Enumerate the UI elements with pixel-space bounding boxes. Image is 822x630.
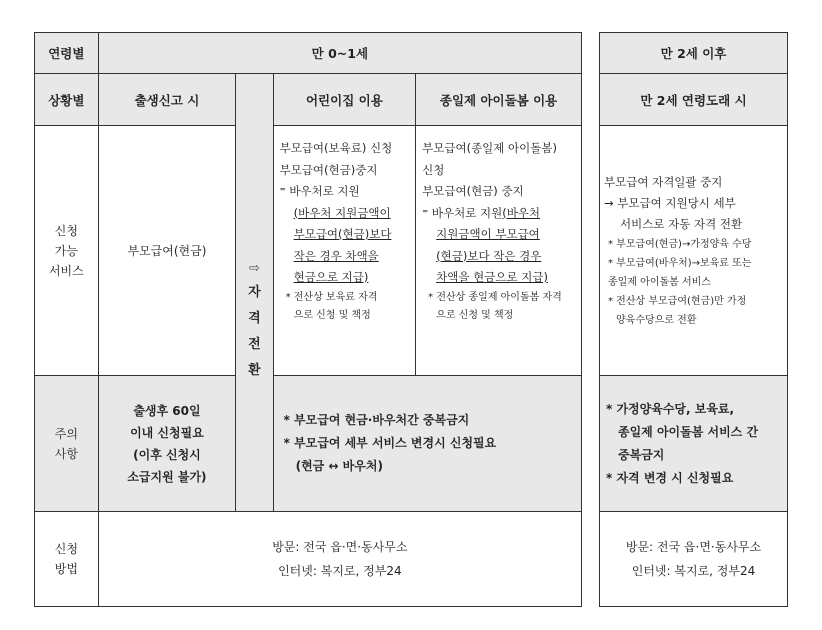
transition-char: 전 (248, 337, 261, 352)
header-daycare: 어린이집 이용 (273, 74, 416, 126)
arrow-right-icon: ⇨ (248, 261, 260, 276)
transition-cell (236, 74, 273, 512)
caution-birth: 출생후 60일 이내 신청필요 (이후 신청시 소급지원 불가) (98, 376, 236, 512)
header-age-2-plus: 만 2세 이후 (600, 33, 788, 74)
header-age2-reached: 만 2세 연령도래 시 (600, 74, 788, 126)
header-age-0-1: 만 0~1세 (98, 33, 581, 74)
service-birth-cash: 부모급여(현금) (98, 126, 236, 376)
transition-char: 환 (248, 363, 261, 378)
service-age2: 부모급여 자격일괄 중지 → 부모급여 지원당시 세부 서비스로 자동 자격 전환 * 부모급여(현금)→가정양육 수당 * 부모급여(바우처)→보육료 또는 종일제 아이돌봄 서비스 * 전산상 부모급여(현금)만 가정 양육수당으로 전환 (600, 126, 788, 376)
benefit-table-age-0-1 (34, 32, 582, 607)
label-method: 신청 방법 (35, 512, 99, 607)
caution-age2: * 가정양육수당, 보육료, 종일제 아이돌봄 서비스 간 중복금지 * 자격 변경 시 신청필요 (600, 376, 788, 512)
header-birth-report: 출생신고 시 (98, 74, 236, 126)
service-fulltime-care: 부모급여(종일제 아이돌봄) 신청 부모급여(현금) 중지 ⁼ 바우처로 지원(바우처 지원금액이 부모급여 (현금)보다 작은 경우 차액을 현금으로 지급) * 전산상 종일제 아이돌봄 자격 으로 신청 및 책정 (416, 126, 582, 376)
label-services: 신청 가능 서비스 (35, 126, 99, 376)
benefit-table-age-2-plus (599, 32, 788, 607)
transition-char: 격 (248, 311, 261, 326)
transition-char: 자 (248, 285, 261, 300)
method-0-1: 방문: 전국 읍·면·동사무소 인터넷: 복지로, 정부24 (98, 512, 581, 607)
service-daycare: 부모급여(보육료) 신청 부모급여(현금)중지 ⁼ 바우처로 지원 (바우처 지원금액이 부모급여(현금)보다 작은 경우 차액을 현금으로 지급) * 전산상 보육료 자격 으로 신청 및 책정 (273, 126, 416, 376)
caution-services: * 부모급여 현금·바우처간 중복금지 * 부모급여 세부 서비스 변경시 신청필요 (현금 ↔ 바우처) (273, 376, 581, 512)
header-situation: 상황별 (35, 74, 99, 126)
method-age2: 방문: 전국 읍·면·동사무소 인터넷: 복지로, 정부24 (600, 512, 788, 607)
header-age-group: 연령별 (35, 33, 99, 74)
label-cautions: 주의 사항 (35, 376, 99, 512)
header-fulltime-care: 종일제 아이돌봄 이용 (416, 74, 582, 126)
